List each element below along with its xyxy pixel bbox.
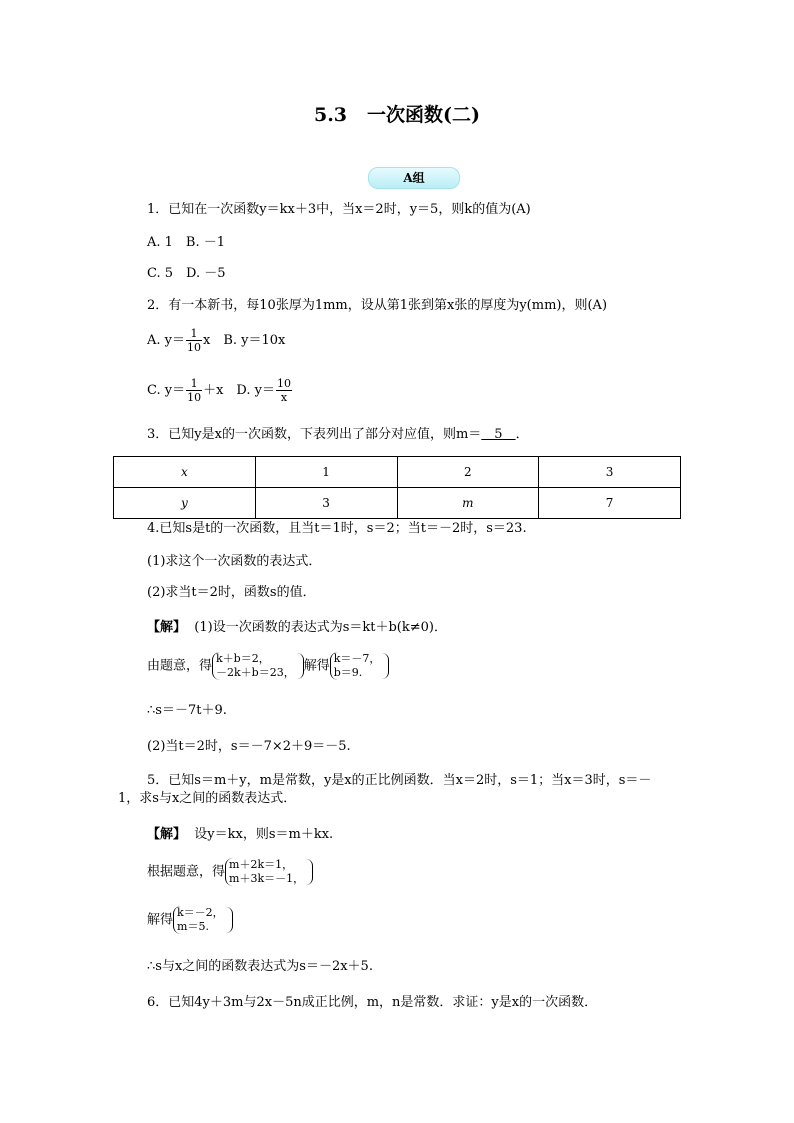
q5-stem-line1: 5．已知s＝m＋y，m是常数，y是x的正比例函数．当x＝2时，s＝1；当x＝3时，s＝－	[147, 773, 652, 788]
q5-res-r2: m＝5.	[177, 920, 209, 933]
table-cell: 3	[255, 488, 397, 519]
table-row	[114, 457, 681, 488]
q4-stem: 4.已知s是t的一次函数，且当t＝1时，s＝2；当t＝－2时，s＝23.	[147, 521, 527, 536]
q5-sys-eq1: m＋2k＝1，	[229, 858, 294, 871]
q2-a-suffix: x B. y＝10x	[203, 333, 286, 348]
q2-a-fraction	[186, 327, 202, 354]
q5-system	[147, 858, 313, 886]
q4-part2: (2)求当t＝2时，函数s的值．	[147, 585, 316, 600]
q2-c-fraction	[186, 377, 202, 404]
q4-system	[147, 652, 389, 680]
q5-result-system	[147, 906, 233, 934]
q2-a-numerator: 1	[186, 327, 202, 341]
q6-stem: 6．已知4y＋3m与2x－5n成正比例，m，n是常数．求证：y是x的一次函数．	[147, 995, 598, 1010]
q3-stem-before: 3．已知y是x的一次函数，下表列出了部分对应值，则m＝	[147, 427, 482, 442]
q3-answer: 5	[481, 427, 516, 442]
table-cell: 1	[255, 457, 397, 488]
q4-sys-r1: k＝－7，	[333, 652, 381, 665]
q3-stem-after: ．	[515, 427, 529, 442]
section-number: 5.3	[313, 104, 348, 126]
q2-options-cd	[147, 377, 293, 404]
q5-system-brace	[225, 858, 304, 886]
q5-sys-eq2: m＋3k＝－1，	[229, 872, 305, 885]
table-cell: 2	[397, 457, 539, 488]
q2-stem: 2．有一本新书，每10张厚为1mm，设从第1张到第x张的厚度为y(mm)，则(A)	[147, 298, 608, 313]
q4-result: ∴s＝－7t＋9.	[147, 703, 227, 718]
table-cell: y	[114, 488, 256, 519]
table-cell: 7	[539, 488, 681, 519]
q2-a-prefix: A. y＝	[147, 333, 185, 348]
q2-d-fraction	[276, 377, 292, 404]
q1-stem: 1．已知在一次函数y＝kx＋3中，当x＝2时，y＝5，则k的值为(A)	[147, 202, 531, 217]
table-row	[114, 488, 681, 519]
table-cell: 3	[539, 457, 681, 488]
q5-result-close	[226, 907, 233, 933]
q2-d-denominator: x	[280, 391, 288, 404]
q2-c-numerator: 1	[186, 377, 202, 391]
q4-system-close	[297, 653, 304, 679]
q5-sys-prefix: 根据题意，得	[147, 864, 226, 880]
group-badge: A组	[368, 167, 460, 189]
q5-stem-line2: 1，求s与x之间的函数表达式．	[118, 791, 297, 806]
q2-options-ab	[147, 327, 285, 354]
page-title	[0, 100, 794, 127]
q5-sol-1: 设y＝kx，则s＝m＋kx.	[194, 827, 334, 842]
q4-result-brace	[330, 652, 381, 680]
q4-sys-eq2: －2k＋b＝23，	[216, 666, 295, 679]
q5-result-brace	[173, 906, 224, 934]
q5-result: ∴s与x之间的函数表达式为s＝－2x＋5.	[147, 959, 373, 974]
q5-res-prefix: 解得	[147, 912, 174, 928]
q2-d-numerator: 10	[277, 377, 291, 390]
q4-part1: (1)求这个一次函数的表达式．	[147, 554, 322, 569]
table-cell: m	[397, 488, 539, 519]
q3-table	[113, 456, 681, 519]
q3-stem	[147, 425, 529, 445]
q5-res-r1: k＝－2，	[177, 906, 224, 919]
q2-c-mid: ＋x D. y＝	[203, 383, 275, 398]
solution-tag: 【解】	[147, 827, 187, 842]
q4-solution-line2: (2)当t＝2时，s＝－7×2＋9＝－5.	[147, 739, 351, 754]
q2-a-denominator: 10	[187, 341, 201, 354]
q4-sys-mid: 解得	[303, 658, 330, 674]
solution-tag: 【解】	[147, 620, 187, 635]
section-title: 一次函数(二)	[367, 104, 481, 126]
q4-sol-1: (1)设一次函数的表达式为s＝kt＋b(k≠0)．	[194, 620, 447, 635]
q4-sys-eq1: k＋b＝2，	[216, 652, 270, 665]
q4-sys-prefix: 由题意，得	[147, 658, 213, 674]
q4-system-brace	[212, 652, 295, 680]
q5-system-close	[306, 859, 313, 885]
q4-result-close	[382, 653, 389, 679]
table-cell: x	[114, 457, 256, 488]
q2-c-denominator: 10	[187, 391, 202, 404]
q1-options-cd: C. 5 D. －5	[147, 266, 226, 281]
q1-options-ab: A. 1 B. －1	[147, 235, 226, 250]
q2-c-prefix: C. y＝	[147, 383, 186, 398]
q4-solution-line1	[147, 618, 447, 638]
q5-solution-line1	[147, 825, 333, 845]
q4-sys-r2: b＝9.	[333, 666, 363, 679]
